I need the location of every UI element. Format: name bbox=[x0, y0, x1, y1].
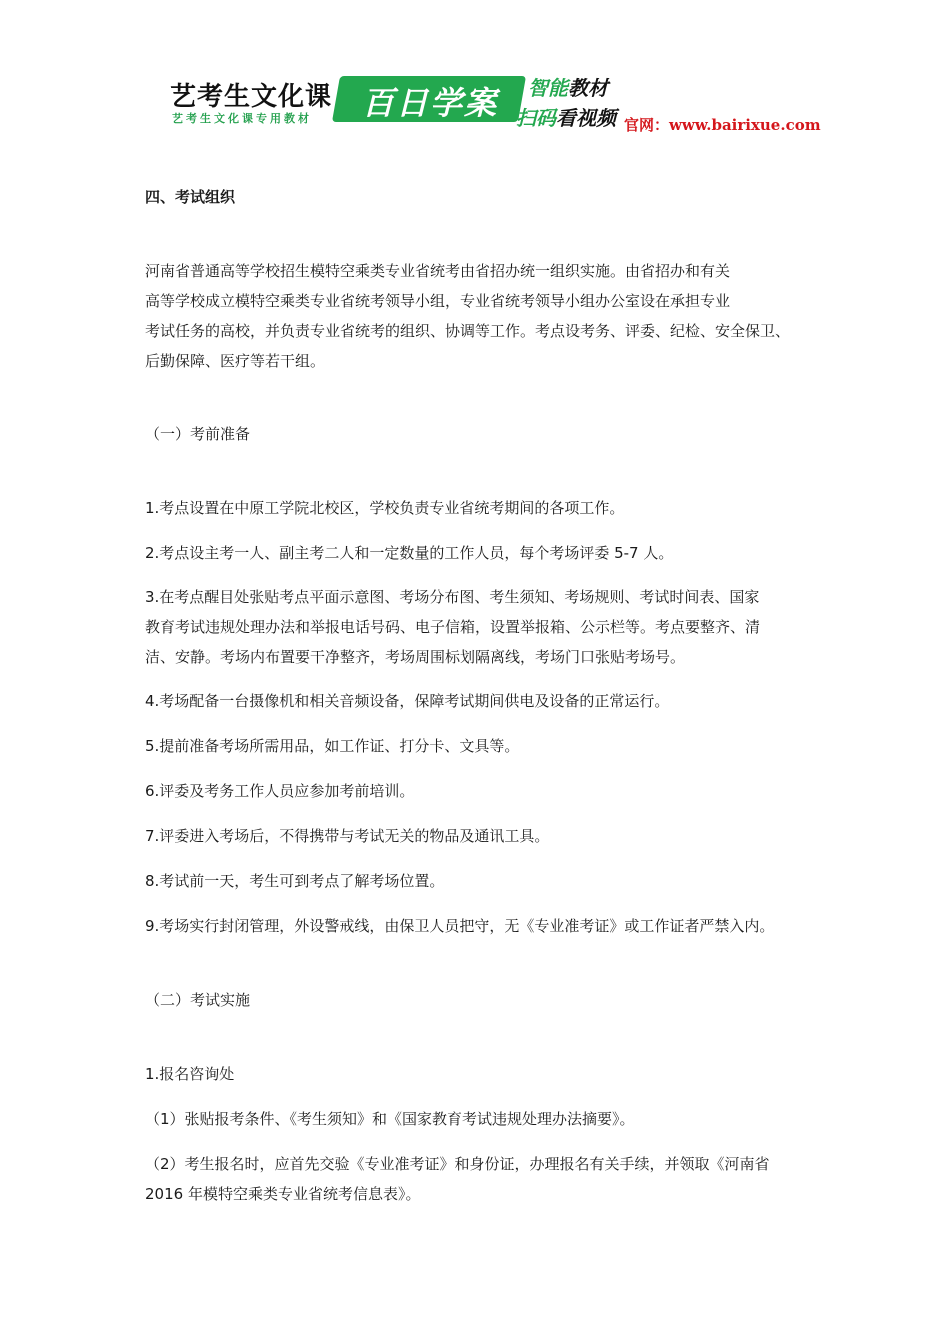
tag-textbook: 教材 bbox=[568, 76, 608, 100]
impl-item-1-2-line-1: （2）考生报名时，应首先交验《专业准考证》和身份证，办理报名有关手续，并领取《河南省 bbox=[145, 1155, 770, 1173]
logo-badge-text: 百日学案 bbox=[361, 84, 498, 122]
prep-item-4: 4.考场配备一台摄像机和相关音频设备，保障考试期间供电及设备的正常运行。 bbox=[145, 692, 670, 710]
prep-item-8: 8.考试前一天，考生可到考点了解考场位置。 bbox=[145, 872, 445, 890]
prep-item-9: 9.考场实行封闭管理，外设警戒线，由保卫人员把守，无《专业准考证》或工作证者严禁入内。 bbox=[145, 917, 775, 935]
impl-item-1-2-line-2: 2016 年模特空乘类专业省统考信息表》。 bbox=[145, 1185, 421, 1203]
logo-title: 艺考生文化课 bbox=[170, 82, 333, 112]
section-title: 四、考试组织 bbox=[145, 188, 236, 206]
prep-item-1: 1.考点设置在中原工学院北校区，学校负责专业省统考期间的各项工作。 bbox=[145, 499, 625, 517]
intro-line-4: 后勤保障、医疗等若干组。 bbox=[145, 352, 326, 370]
impl-item-1-1: （1）张贴报考条件、《考生须知》和《国家教育考试违规处理办法摘要》。 bbox=[145, 1110, 635, 1128]
intro-line-2: 高等学校成立模特空乘类专业省统考领导小组，专业省统考领导小组办公室设在承担专业 bbox=[145, 292, 731, 310]
subsection-title-prep: （一）考前准备 bbox=[145, 425, 251, 443]
prep-item-3-line-3: 洁、安静。考场内布置要干净整齐，考场周围标划隔离线，考场门口张贴考场号。 bbox=[145, 648, 686, 666]
prep-item-5: 5.提前准备考场所需用品，如工作证、打分卡、文具等。 bbox=[145, 737, 520, 755]
tag-scan: 扫码 bbox=[516, 106, 556, 130]
prep-item-7: 7.评委进入考场后，不得携带与考试无关的物品及通讯工具。 bbox=[145, 827, 550, 845]
intro-line-3: 考试任务的高校，并负责专业省统考的组织、协调等工作。考点设考务、评委、纪检、安全保卫、 bbox=[145, 322, 791, 340]
official-website-link[interactable]: 官网：www.bairixue.com bbox=[624, 116, 821, 134]
subsection-title-impl: （二）考试实施 bbox=[145, 991, 251, 1009]
tag-smart: 智能 bbox=[528, 76, 568, 100]
tag-video: 看视频 bbox=[556, 106, 616, 130]
logo-tag-scan-video bbox=[516, 102, 616, 131]
prep-item-3-line-1: 3.在考点醒目处张贴考点平面示意图、考场分布图、考生须知、考场规则、考试时间表、国家 bbox=[145, 588, 760, 606]
prep-item-6: 6.评委及考务工作人员应参加考前培训。 bbox=[145, 782, 415, 800]
prep-item-2: 2.考点设主考一人、副主考二人和一定数量的工作人员，每个考场评委 5-7 人。 bbox=[145, 544, 674, 562]
impl-item-1: 1.报名咨询处 bbox=[145, 1065, 235, 1083]
prep-item-3-line-2: 教育考试违规处理办法和举报电话号码、电子信箱，设置举报箱、公示栏等。考点要整齐、清 bbox=[145, 618, 761, 636]
logo-subtitle: 艺考生文化课专用教材 bbox=[172, 112, 312, 125]
intro-line-1: 河南省普通高等学校招生模特空乘类专业省统考由省招办统一组织实施。由省招办和有关 bbox=[145, 262, 731, 280]
document-header bbox=[0, 0, 950, 150]
logo-tag-smart-textbook bbox=[528, 72, 608, 101]
